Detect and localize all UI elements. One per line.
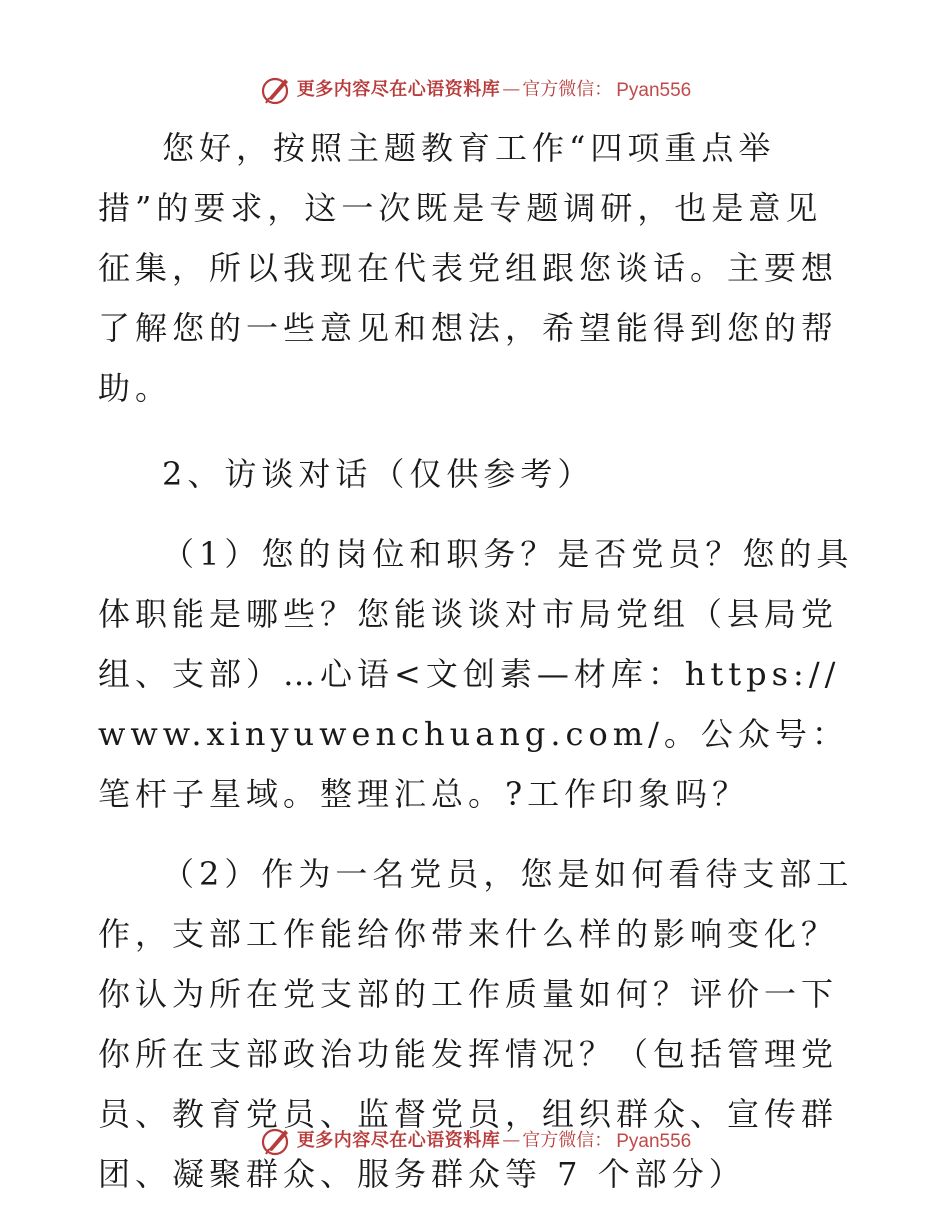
banner-separator: — bbox=[502, 1130, 521, 1151]
intro-paragraph: 您好，按照主题教育工作“四项重点举措”的要求，这一次既是专题调研，也是意见征集，所以我现在代表党组跟您谈话。主要想了解您的一些意见和想法，希望能得到您的帮助。 bbox=[98, 129, 839, 407]
banner-brand-text: 更多内容尽在心语资料库 bbox=[296, 1130, 501, 1151]
banner-official-label: 官方微信： bbox=[522, 1130, 613, 1151]
quill-logo-icon bbox=[259, 73, 293, 107]
banner-wechat-id: Pyan556 bbox=[616, 79, 692, 101]
banner-brand-text: 更多内容尽在心语资料库 bbox=[296, 79, 501, 100]
quill-logo-icon bbox=[259, 1124, 293, 1158]
banner-official-label: 官方微信： bbox=[522, 79, 613, 100]
question-1-paragraph: （1）您的岗位和职务？是否党员？您的具体职能是哪些？您能谈谈对市局党组（县局党组、支部）…心语<文创素—材库：https://www.xinyuwenchuang.com/。公众号：笔杆子星域。整理汇总。?工作印象吗？ bbox=[98, 535, 854, 813]
footer-banner bbox=[0, 1121, 950, 1161]
banner-wechat-id: Pyan556 bbox=[616, 1130, 692, 1152]
header-banner bbox=[0, 70, 950, 110]
question-2-paragraph: （2）作为一名党员，您是如何看待支部工作，支部工作能给你带来什么样的影响变化？你认为所在党支部的工作质量如何？评价一下你所在支部政治功能发挥情况？（包括管理党员、教育党员、监督党员，组织群众、宣传群团、凝聚群众、服务群众等 7 个部分） bbox=[98, 855, 854, 1193]
banner-separator: — bbox=[502, 79, 521, 100]
section-heading: 2、访谈对话（仅供参考） bbox=[162, 455, 595, 493]
document-body bbox=[98, 118, 858, 1224]
